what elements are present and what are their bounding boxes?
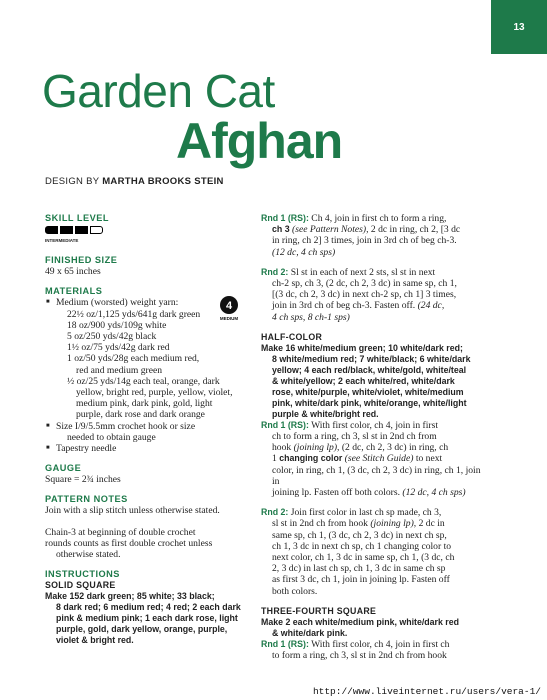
yarn-line: ½ oz/25 yds/14g each teal, orange, dark	[67, 375, 220, 387]
yarn-line: medium pink, dark pink, gold, light	[76, 398, 213, 410]
make-line: purple, gold, dark yellow, orange, purple,	[56, 624, 228, 635]
solid-square-heading: SOLID SQUARE	[45, 580, 116, 591]
skill-level-label: INTERMEDIATE	[45, 238, 79, 243]
rnd-text: [(3 dc, ch 2, 3 dc) in next ch-2 sp, ch 1] 3 times,	[272, 289, 457, 301]
three-fourth-rnd-1	[261, 639, 486, 661]
rnd-text: Sl st in each of next 2 sts, sl st in next	[290, 266, 436, 278]
rnd-text-bold: changing color	[279, 453, 343, 464]
yarn-weight-icon	[219, 295, 239, 321]
rnd-text: both colors.	[272, 585, 318, 597]
pattern-note-2	[45, 527, 245, 561]
pattern-notes-heading: PATTERN NOTES	[45, 494, 128, 505]
yarn-line: 1½ oz/75 yds/42g dark red	[67, 342, 170, 354]
yarn-line: 1 oz/50 yds/28g each medium red,	[67, 353, 200, 365]
make-line: yellow; 4 each red/black, white/gold, white/teal	[272, 364, 467, 375]
rnd-text: With first color, ch 4, join in first	[311, 419, 438, 431]
make-line: pink, white/dark pink, white/orange, white/light	[272, 397, 467, 408]
note-line: Chain-3 at beginning of double crochet	[45, 526, 196, 538]
solid-rnd-1	[261, 213, 486, 258]
yarn-icon-word: MEDIUM	[219, 316, 239, 322]
half-color-heading: HALF-COLOR	[261, 331, 323, 342]
half-color-make	[261, 343, 486, 420]
page-number: 13	[491, 0, 547, 54]
hook-line: needed to obtain gauge	[67, 431, 156, 443]
rnd-text: (2 dc, ch 2, 3 dc) in ring, ch	[341, 442, 449, 454]
right-column	[261, 213, 486, 661]
yarn-line: 22½ oz/1,125 yds/641g dark green	[67, 308, 201, 320]
rnd-label: Rnd 1 (RS):	[261, 638, 309, 649]
materials-hook-item	[45, 421, 245, 443]
make-line: Make 2 each white/medium pink, white/dark red	[261, 616, 459, 627]
pattern-note-1: Join with a slip stitch unless otherwise stated.	[45, 505, 220, 517]
yarn-line: red and medium green	[76, 364, 163, 376]
rnd-text: With first color, ch 4, join in first ch	[311, 638, 450, 650]
rnd-text: color, in ring, ch 1, (3 dc, ch 2, 3 dc) in ring, ch 1, join in	[272, 464, 481, 487]
rnd-text-italic: (see Stitch Guide)	[344, 453, 414, 465]
rnd-text: 2 dc in	[418, 518, 445, 530]
note-line: rounds counts as first double crochet unless	[45, 537, 213, 549]
make-line: & white/yellow; 2 each white/red, white/dark	[272, 375, 455, 386]
make-line: 8 white/medium red; 7 white/black; 6 white/dark	[272, 353, 471, 364]
rnd-label: Rnd 1 (RS):	[261, 213, 309, 223]
title-line-1: Garden Cat	[42, 65, 275, 117]
materials-heading: MATERIALS	[45, 286, 103, 297]
half-color-rnd-1	[261, 420, 486, 498]
rnd-text-italic: (24 dc,	[417, 300, 445, 312]
yarn-line: yellow, bright red, purple, yellow, violet,	[76, 387, 233, 399]
yarn-icon-number: ■ 4	[225, 300, 233, 313]
finished-size-text: 49 x 65 inches	[45, 266, 101, 278]
rnd-text: next color, ch 1, 3 dc in same sp, ch 1, (3 dc, ch	[272, 552, 455, 564]
gauge-heading: GAUGE	[45, 463, 82, 474]
rnd-text: as first 3 dc, ch 1, join in joining lp. Fasten off	[272, 574, 450, 586]
rnd-text-italic: (see Pattern Notes),	[292, 224, 369, 236]
title-line-2: Afghan	[176, 113, 343, 169]
rnd-text-italic: (12 dc, 4 ch sps)	[272, 246, 336, 258]
rnd-text: to form a ring, ch 3, sl st in 2nd ch from hook	[272, 650, 447, 662]
three-fourth-make	[261, 617, 486, 639]
rnd-text-bold: ch 3	[272, 224, 290, 235]
rnd-text: Ch 4, join in first ch to form a ring,	[311, 213, 447, 224]
solid-square-make	[45, 591, 245, 646]
instructions-heading: INSTRUCTIONS	[45, 569, 120, 580]
rnd-text-italic: (12 dc, 4 ch sps)	[402, 487, 466, 499]
rnd-text: same sp, ch 1, (3 dc, ch 2, 3 dc) in next ch sp,	[272, 529, 447, 541]
rnd-text: 2, 3 dc) in last ch sp, ch 1, 3 dc in same ch sp	[272, 563, 446, 575]
rnd-text-italic: 4 ch sps, 8 ch-1 sps)	[272, 311, 350, 323]
rnd-text: 2 dc in ring, ch 2, [3 dc	[370, 224, 461, 236]
rnd-text: 1	[272, 453, 277, 465]
make-line: & white/dark pink.	[272, 627, 348, 638]
yarn-line: purple, dark rose and dark orange	[76, 409, 205, 421]
make-line: rose, white/purple, white/violet, white/medium	[272, 386, 464, 397]
materials-yarn-item	[45, 297, 245, 420]
rnd-label: Rnd 2:	[261, 266, 289, 277]
three-fourth-heading: THREE-FOURTH SQUARE	[261, 605, 377, 616]
make-line: violet & bright red.	[56, 635, 134, 646]
rnd-text: to next	[415, 453, 443, 465]
make-line: purple & white/bright red.	[272, 408, 379, 419]
finished-size-heading: FINISHED SIZE	[45, 255, 118, 266]
skill-level-heading: SKILL LEVEL	[45, 213, 110, 223]
designer-name: MARTHA BROOKS STEIN	[102, 176, 224, 187]
yarn-line: 18 oz/900 yds/109g white	[67, 319, 167, 331]
materials-list	[45, 297, 245, 454]
rnd-text: ch 1, 3 dc in next ch sp, ch 1 changing color to	[272, 540, 452, 552]
byline	[45, 176, 224, 187]
rnd-text: ch-2 sp, ch 3, (2 dc, ch 2, 3 dc) in same sp, ch 1,	[272, 278, 457, 290]
note-line: otherwise stated.	[56, 549, 121, 561]
rnd-text: join in 3rd ch of beg ch-3. Fasten off.	[272, 300, 416, 312]
left-column	[45, 213, 245, 646]
rnd-text: hook	[272, 442, 292, 454]
rnd-text-italic: (joining lp),	[293, 442, 340, 454]
rnd-text: sl st in 2nd ch from hook	[272, 518, 368, 530]
make-line: pink & medium pink; 1 each dark rose, light	[56, 613, 238, 624]
rnd-label: Rnd 2:	[261, 507, 289, 518]
half-color-rnd-2	[261, 507, 486, 597]
rnd-text: in ring, ch 2] 3 times, join in 3rd ch of beg ch-3.	[272, 235, 457, 247]
rnd-label: Rnd 1 (RS):	[261, 419, 309, 430]
yarn-line: 5 oz/250 yds/42g black	[67, 331, 157, 343]
yarn-line: Medium (worsted) weight yarn:	[56, 297, 179, 309]
byline-prefix: DESIGN BY	[45, 176, 100, 187]
rnd-text: joining lp. Fasten off both colors.	[272, 487, 400, 499]
gauge-text: Square = 2¾ inches	[45, 474, 121, 486]
skill-level-meter-icon	[45, 226, 245, 234]
solid-rnd-2	[261, 267, 486, 323]
footer-url: http://www.liveinternet.ru/users/vera-1/	[312, 686, 541, 697]
hook-line: ■ Size I/9/5.5mm crochet hook or size	[56, 420, 196, 432]
rnd-text: Join first color in last ch sp made, ch 3,	[290, 507, 442, 519]
materials-needle-item: ■ Tapestry needle	[45, 443, 245, 454]
make-line: 8 dark red; 6 medium red; 4 red; 2 each dark	[56, 602, 241, 613]
make-line: Make 16 white/medium green; 10 white/dark red;	[261, 342, 463, 353]
rnd-text-italic: (joining lp),	[370, 518, 417, 530]
rnd-text: ch to form a ring, ch 3, sl st in 2nd ch from	[272, 431, 437, 443]
make-line: Make 152 dark green; 85 white; 33 black;	[45, 591, 215, 602]
